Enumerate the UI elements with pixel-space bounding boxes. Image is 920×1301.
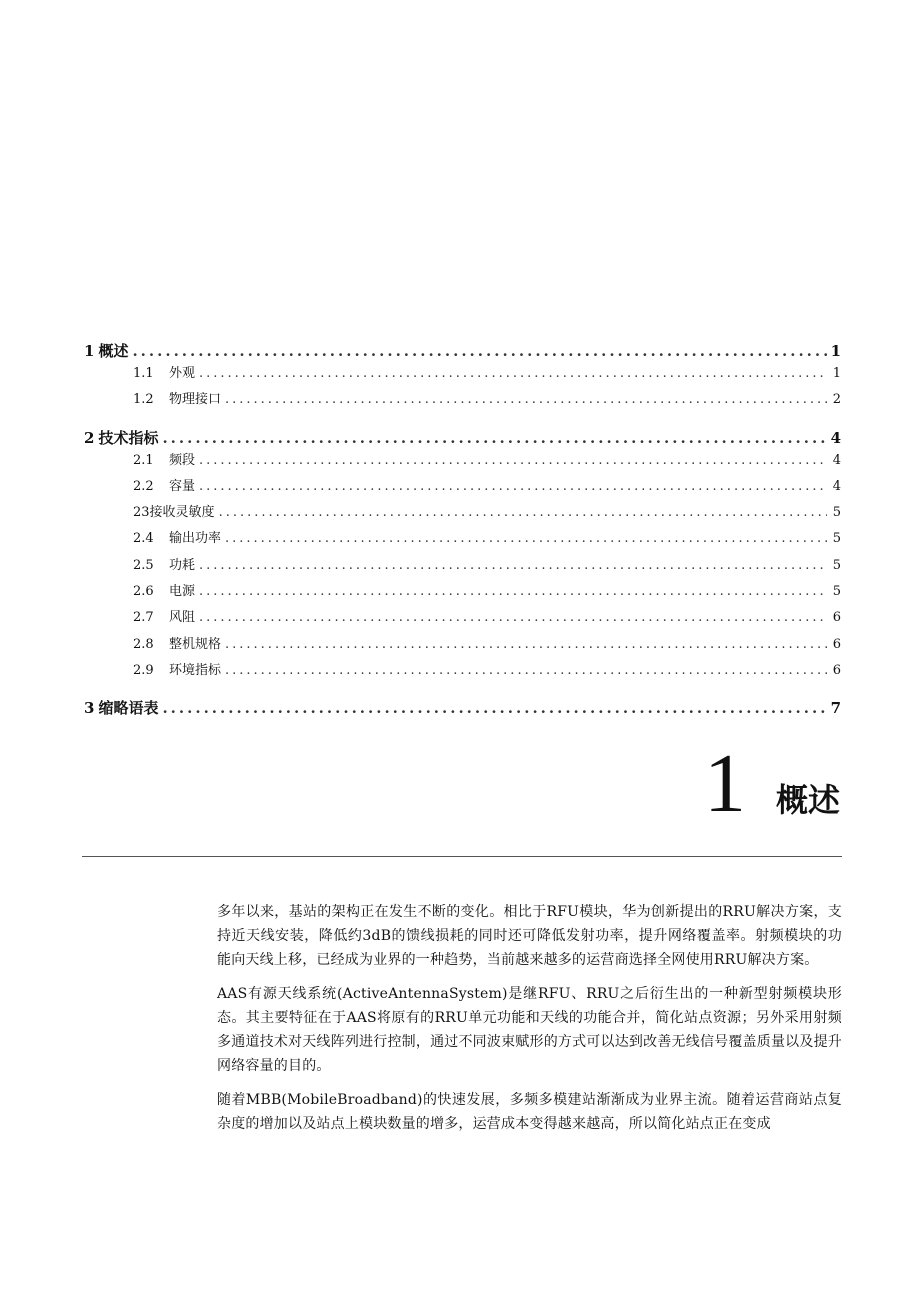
toc-entry-number: 2.2 (133, 478, 154, 494)
toc-leader-dots (225, 531, 827, 546)
toc-entry[interactable] (84, 427, 841, 449)
toc-entry-number: 2.5 (133, 557, 154, 573)
toc-entry-title: 技术指标 (98, 428, 159, 447)
chapter-divider (82, 856, 842, 857)
toc-entry-page: 6 (832, 636, 841, 652)
toc-entry[interactable] (84, 554, 841, 580)
toc-entry[interactable] (84, 659, 841, 685)
toc-entry-number: 1.1 (133, 366, 154, 381)
toc-leader-dots (199, 610, 827, 625)
toc-entry[interactable] (84, 475, 841, 501)
toc-entry-number: 23 (133, 505, 150, 521)
toc-leader-dots (225, 637, 827, 652)
toc-entry-page: 7 (830, 699, 841, 718)
toc-entry-number: 2.1 (133, 452, 154, 468)
toc-entry[interactable] (84, 580, 841, 606)
toc-entry-page: 5 (832, 531, 841, 547)
chapter-title: 概述 (775, 781, 840, 819)
toc-leader-dots (162, 429, 826, 447)
body-paragraph: 随着MBB(MobileBroadband)的快速发展，多频多模建站渐渐成为业界主流。随着运营商站点复杂度的增加以及站点上模块数量的增多，运营成本变得越来越高，所以简化站点正在变成 (217, 1092, 842, 1132)
toc-entry-number: 1 (84, 342, 95, 360)
chapter-body (217, 900, 842, 1146)
toc-entry[interactable] (84, 501, 841, 527)
body-paragraph: AAS有源天线系统(ActiveAntennaSystem)是继RFU、RRU之后衍生出的一种新型射频模块形态。其主要特征在于AAS将原有的RRU单元功能和天线的功能合并，简化站点资源；另外采用射频多通道技术对天线阵列进行控制，通过不同波束赋形的方式可以达到改善无线信号覆盖质量以及提升网络容量的目的。 (217, 986, 842, 1074)
toc-entry-title: 缩略语表 (98, 699, 159, 718)
toc-entry-number: 2.9 (133, 662, 154, 678)
toc-entry-title: 整机规格 (169, 636, 222, 652)
toc-leader-dots (225, 392, 827, 407)
toc-entry-page: 4 (832, 478, 841, 494)
toc-entry-title: 风阻 (169, 610, 196, 626)
toc-entry-page: 5 (832, 557, 841, 573)
toc-entry-title: 接收灵敏度 (149, 505, 215, 521)
toc-leader-dots (199, 584, 827, 599)
toc-entry-page: 5 (832, 584, 841, 600)
toc-leader-dots (199, 558, 827, 573)
toc-entry-page: 6 (832, 662, 841, 678)
toc-entry-number: 2.7 (133, 610, 154, 626)
toc-leader-dots (199, 453, 827, 468)
toc-entry[interactable] (84, 449, 841, 475)
toc-entry-title: 功耗 (169, 557, 196, 573)
toc-entry-title: 输出功率 (169, 531, 222, 547)
toc-entry-page: 4 (832, 452, 841, 468)
toc-entry-page: 6 (832, 610, 841, 626)
toc-entry[interactable] (84, 606, 841, 632)
toc-entry-number: 1.2 (133, 392, 154, 408)
toc-leader-dots (225, 663, 827, 678)
toc-entry[interactable] (84, 340, 841, 362)
toc-entry-title: 外观 (169, 366, 196, 381)
chapter-number: 1 (703, 737, 746, 830)
toc-entry-number: 2.8 (133, 636, 154, 652)
toc-entry-page: 2 (832, 392, 841, 408)
toc-entry-title: 物理接口 (169, 392, 222, 408)
toc-entry[interactable] (84, 527, 841, 553)
toc-entry-title: 概述 (98, 342, 129, 360)
toc-entry-number: 2.4 (133, 531, 154, 547)
table-of-contents (84, 340, 841, 719)
toc-entry[interactable] (84, 697, 841, 719)
toc-entry-number: 2 (84, 428, 95, 447)
toc-entry-number: 2.6 (133, 584, 154, 600)
toc-entry[interactable] (84, 388, 841, 414)
toc-leader-dots (199, 479, 827, 494)
toc-leader-dots (132, 342, 826, 360)
toc-entry-title: 电源 (169, 584, 196, 600)
toc-entry-title: 环境指标 (169, 662, 222, 678)
toc-leader-dots (162, 699, 826, 717)
toc-entry-page: 5 (832, 505, 841, 521)
chapter-heading (703, 737, 840, 830)
toc-entry-title: 容量 (169, 478, 196, 494)
body-paragraph: 多年以来，基站的架构正在发生不断的变化。相比于RFU模块，华为创新提出的RRU解决方案，支持近天线安装，降低约3dB的馈线损耗的同时还可降低发射功率，提升网络覆盖率。射频模块的功能向天线上移，已经成为业界的一种趋势，当前越来越多的运营商选择全网使用RRU解决方案。 (217, 904, 842, 968)
toc-leader-dots (219, 505, 827, 520)
toc-entry[interactable] (84, 362, 841, 388)
toc-entry-page: 1 (830, 342, 841, 360)
toc-leader-dots (199, 366, 827, 381)
toc-entry[interactable] (84, 633, 841, 659)
toc-entry-page: 1 (832, 366, 841, 381)
toc-entry-number: 3 (84, 699, 95, 718)
toc-entry-title: 频段 (169, 452, 196, 468)
toc-entry-page: 4 (830, 428, 841, 447)
